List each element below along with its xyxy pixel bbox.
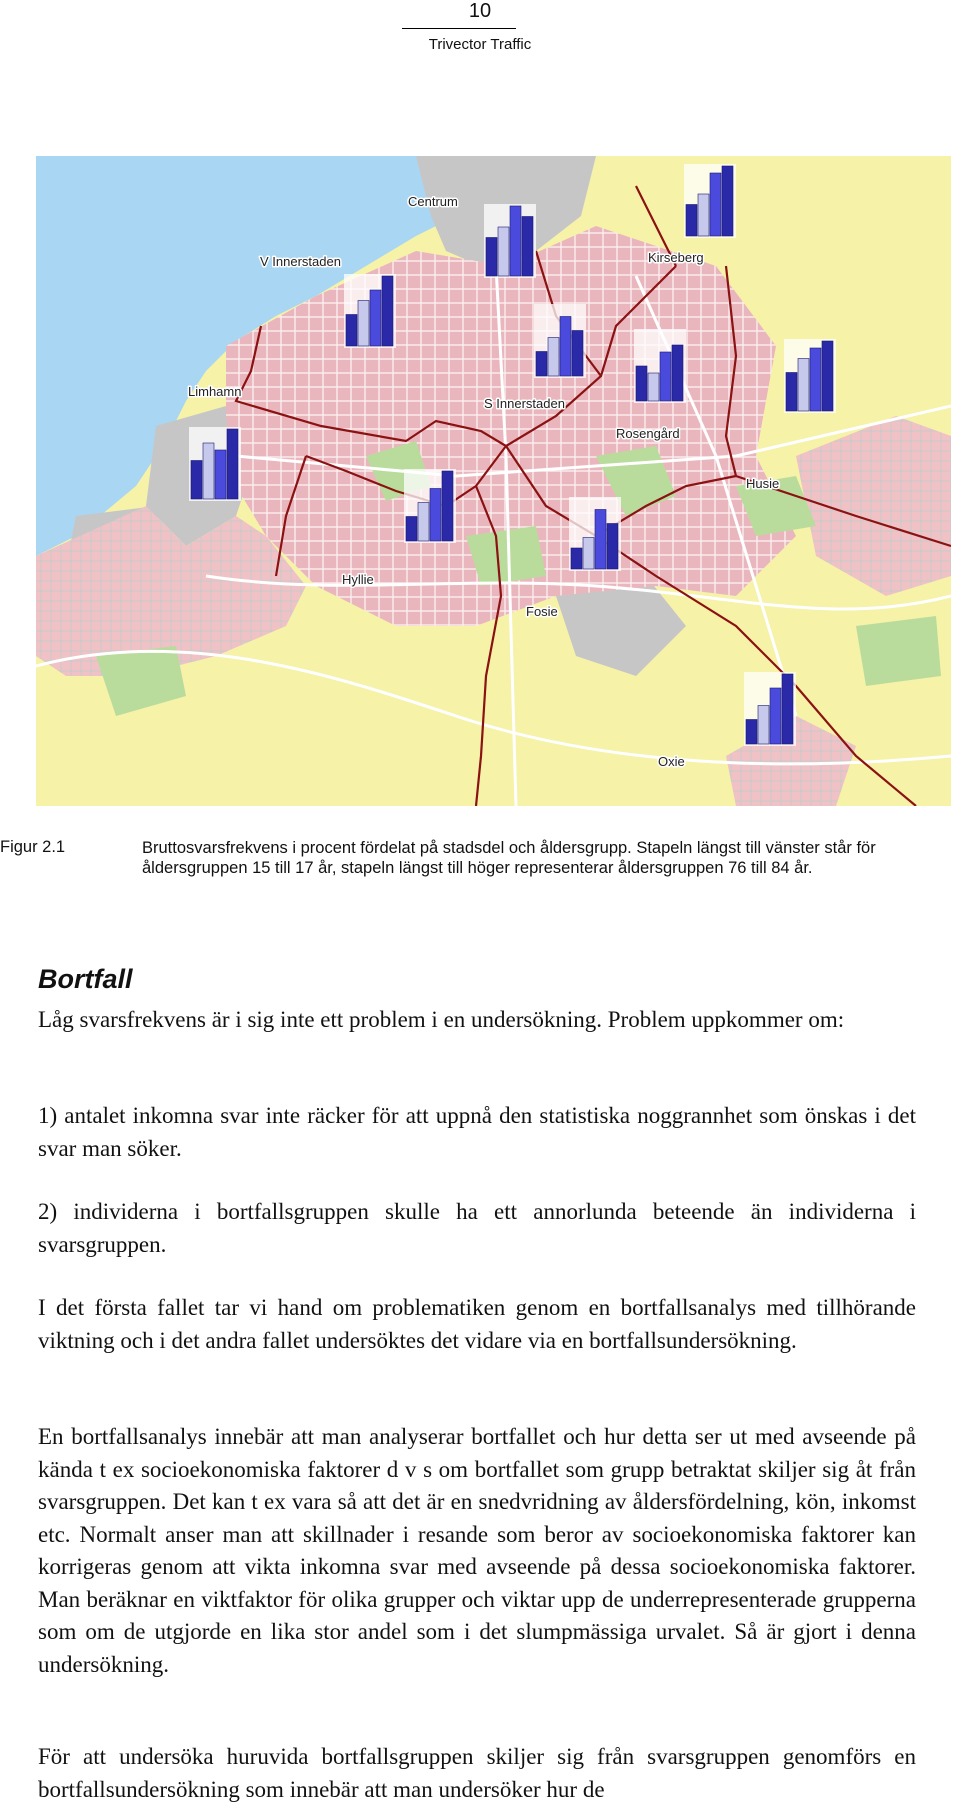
district-bar	[660, 352, 671, 401]
figure-caption-text: Bruttosvarsfrekvens i procent fördelat på stadsdel och åldersgrupp. Stapeln längst till vänster står för åldersgruppen 15 till 17 år, stapeln längst till höger representerar åldersgruppen 76 till 84 år.	[142, 839, 876, 877]
district-label: Limhamn	[188, 384, 242, 399]
body-paragraph: 1) antalet inkomna svar inte räcker för att uppnå den statistiska noggrannhet som önskas i det svar man söker.	[38, 1103, 916, 1161]
district-bar	[191, 461, 202, 500]
district-bar	[203, 443, 214, 499]
district-bar	[770, 688, 781, 744]
district-bar	[583, 538, 594, 570]
district-bar	[346, 315, 357, 347]
district-map	[36, 156, 951, 806]
park-area	[856, 616, 941, 686]
district-bar	[215, 450, 226, 499]
district-label: Fosie	[526, 604, 558, 619]
district-bar	[548, 338, 559, 377]
district-label: Kirseberg	[648, 250, 704, 265]
district-bar	[406, 517, 417, 542]
header-rule	[402, 28, 516, 29]
district-bar	[648, 373, 659, 401]
district-bar	[510, 206, 521, 276]
district-bar	[536, 352, 547, 377]
district-bar	[607, 524, 618, 570]
figure-caption-label: Figur 2.1	[0, 838, 66, 856]
district-bar	[358, 301, 369, 347]
body-paragraph: För att undersöka huruvida bortfallsgruppen skiljer sig från svarsgruppen genomförs en bortfallsundersökning som innebär att man undersöker hur de	[38, 1744, 916, 1802]
district-label: V Innerstaden	[260, 254, 341, 269]
district-label: S Innerstaden	[484, 396, 565, 411]
body-paragraph: I det första fallet tar vi hand om problematiken genom en bortfallsanalys med tillhörande viktning och i det andra fallet undersöktes det vidare via en bortfallsundersökning.	[38, 1295, 916, 1353]
district-label: Oxie	[658, 754, 685, 769]
district-bar	[782, 674, 793, 744]
district-bar	[786, 373, 797, 412]
district-bar	[370, 290, 381, 346]
section-heading: Bortfall	[38, 964, 133, 994]
district-bar	[571, 548, 582, 569]
district-bar	[430, 489, 441, 542]
district-bar	[442, 471, 453, 541]
district-bar	[572, 331, 583, 377]
body-paragraph: Låg svarsfrekvens är i sig inte ett problem i en undersökning. Problem uppkommer om:	[38, 1007, 845, 1032]
district-bar	[636, 366, 647, 401]
district-bar	[758, 706, 769, 745]
district-bar	[522, 217, 533, 277]
district-label: Hyllie	[342, 572, 374, 587]
body-paragraph: 2) individerna i bortfallsgruppen skulle ha ett annorlunda beteende än individerna i svarsgruppen.	[38, 1199, 916, 1257]
district-bar	[486, 238, 497, 277]
district-bar	[227, 429, 238, 499]
district-label: Centrum	[408, 194, 458, 209]
district-bar	[722, 166, 733, 236]
district-bar	[686, 205, 697, 237]
district-bar	[822, 341, 833, 411]
district-bar	[710, 173, 721, 236]
district-label: Rosengård	[616, 426, 680, 441]
district-bar	[595, 510, 606, 570]
body-paragraph: En bortfallsanalys innebär att man analyserar bortfallet och hur detta ser ut med avseende på kända t ex socioekonomiska faktorer d v s om bortfallet som grupp betraktat skiljer sig åt från svarsgruppen. Det kan t ex vara så att det är en snedvridning av åldersfördelning, kön, inkomst etc. Normalt anser man att skillnader i resande som beror av socioekonomiska faktorer kan korrigeras genom att vikta inkomna svar med avseende på dessa socioekonomiska faktorer. Man beräknar en viktfaktor för olika grupper och viktar upp de underrepresenterade grupperna som om de utgjorde en lika stor andel som i det slumpmässiga urvalet. Så är gjort i denna undersökning.	[38, 1424, 916, 1677]
district-bar	[498, 227, 509, 276]
district-bar	[560, 317, 571, 377]
district-bar	[798, 359, 809, 412]
district-bar	[698, 194, 709, 236]
district-label: Husie	[746, 476, 780, 491]
district-bar	[746, 720, 757, 745]
district-bar	[672, 345, 683, 401]
page-number: 10	[468, 0, 492, 22]
running-head: Trivector Traffic	[428, 36, 532, 53]
district-bar	[810, 348, 821, 411]
district-bar	[418, 503, 429, 542]
district-bar	[382, 276, 393, 346]
district-map-figure	[36, 156, 951, 806]
